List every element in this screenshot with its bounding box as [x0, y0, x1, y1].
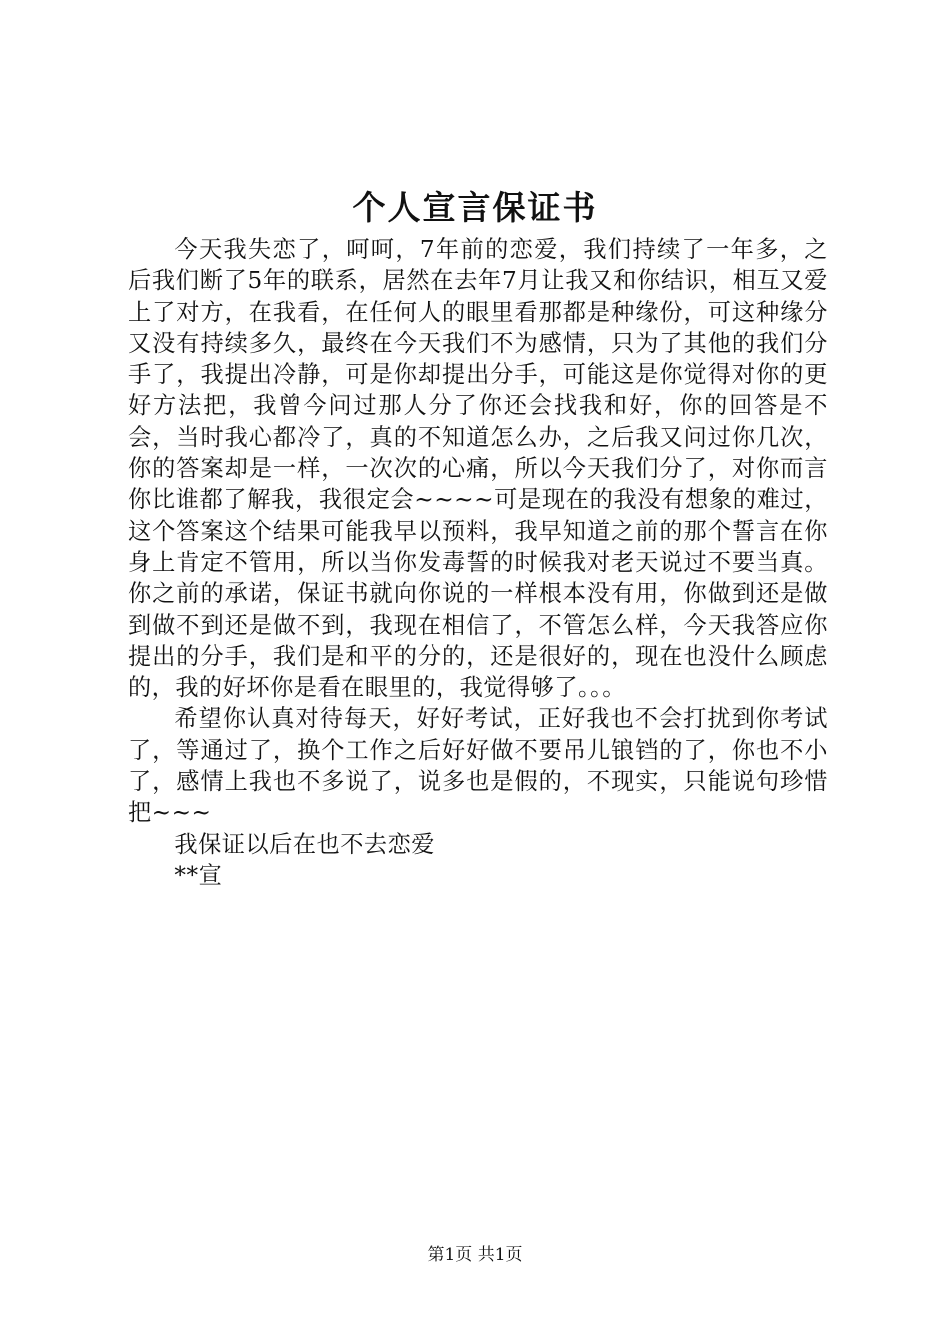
page-footer: 第1页 共1页	[427, 1245, 523, 1265]
pledge-line: 我保证以后在也不去恋爱	[174, 830, 435, 858]
body-paragraph-2: 希望你认真对待每天，好好考试，正好我也不会打扰到你考试了，等通过了，换个工作之后好好做不要吊儿锒铛的了，你也不小了，感情上我也不多说了，说多也是假的，不现实，只能说句珍惜把~~~	[128, 705, 828, 827]
body-paragraph-1: 今天我失恋了，呵呵，7年前的恋爱，我们持续了一年多，之后我们断了5年的联系，居然在去年7月让我又和你结识，相互又爱上了对方，在我看，在任何人的眼里看那都是种缘份，可这种缘分又没有持续多久，最终在今天我们不为感情，只为了其他的我们分手了，我提出冷静，可是你却提出分手，可能这是你觉得对你的更好方法把，我曾今问过那人分了你还会找我和好，你的回答是不会，当时我心都冷了，真的不知道怎么办，之后我又问过你几次，你的答案却是一样，一次次的心痛，所以今天我们分了，对你而言你比谁都了解我，我很定会~~~~可是现在的我没有想象的难过，这个答案这个结果可能我早以预料，我早知道之前的那个誓言在你身上肯定不管用，所以当你发毒誓的时候我对老天说过不要当真。你之前的承诺，保证书就向你说的一样根本没有用，你做到还是做到做不到还是做不到，我现在相信了，不管怎么样，今天我答应你提出的分手，我们是和平的分的，还是很好的，现在也没什么顾虑的，我的好坏你是看在眼里的，我觉得够了。。。	[128, 236, 828, 702]
document-title: 个人宣言保证书	[352, 188, 598, 227]
signature-line: **宣	[174, 861, 223, 889]
document-body	[128, 234, 828, 891]
